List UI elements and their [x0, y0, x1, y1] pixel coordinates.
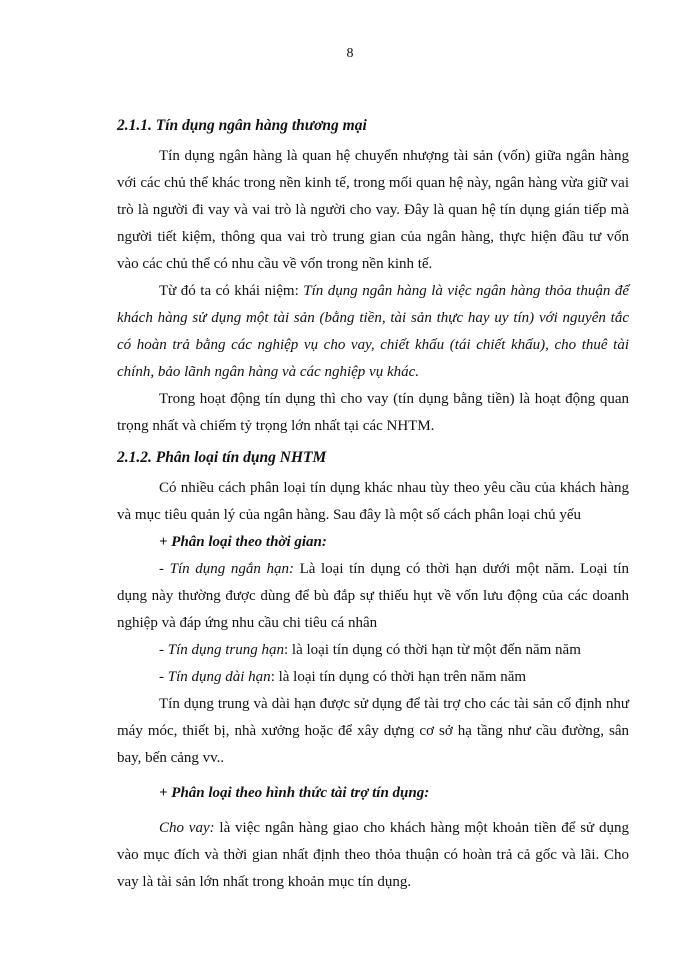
- item-short-term: [117, 556, 629, 637]
- item-long-term: [117, 664, 629, 691]
- item-dash: -: [159, 561, 170, 577]
- term-medium: Tín dụng trung hạn: [167, 642, 285, 658]
- desc-medium: : là loại tín dụng có thời hạn từ một đến năm năm: [284, 642, 581, 658]
- desc-long: : là loại tín dụng có thời hạn trên năm năm: [270, 669, 527, 685]
- definition-lead: Từ đó ta có khái niệm:: [159, 283, 304, 299]
- desc-short: Là loại tín dụng có thời hạn dưới một năm. Loại tín dụng này thường được dùng để bù đắp sự thiếu hụt về vốn lưu động của các doanh nghiệp và đáp ứng nhu cầu chi tiêu cá nhân: [117, 561, 629, 631]
- paragraph-medium-long-usage: Tín dụng trung và dài hạn được sử dụng để tài trợ cho các tài sản cố định như máy móc, thiết bị, nhà xưởng hoặc để xây dựng cơ sở hạ tầng như cầu đường, sân bay, bến cảng vv..: [117, 696, 629, 766]
- term-short: Tín dụng ngắn hạn:: [169, 561, 294, 577]
- subheading-by-time: + Phân loại theo thời gian:: [159, 534, 327, 550]
- subheading-by-form: + Phân loại theo hình thức tài trợ tín dụng:: [159, 785, 430, 801]
- paragraph-credit-definition: [117, 278, 629, 386]
- paragraph-classification-intro: Có nhiều cách phân loại tín dụng khác nhau tùy theo yêu cầu của khách hàng và mục tiêu quản lý của ngân hàng. Sau đây là một số cách phân loại chủ yếu: [117, 480, 629, 523]
- document-body: [117, 112, 629, 896]
- term-loan: Cho vay:: [159, 820, 215, 836]
- section-heading-2-1-1: 2.1.1. Tín dụng ngân hàng thương mại: [117, 117, 367, 134]
- page-number: 8: [346, 46, 354, 61]
- paragraph-loan: [117, 815, 629, 896]
- desc-loan: là việc ngân hàng giao cho khách hàng một khoản tiền để sử dụng vào mục đích và thời gian nhất định theo thỏa thuận có hoàn trả cả gốc và lãi. Cho vay là tài sản lớn nhất trong khoản mục tín dụng.: [117, 820, 629, 890]
- item-dash: -: [159, 669, 168, 685]
- definition-text: Tín dụng ngân hàng là việc ngân hàng thỏa thuận để khách hàng sử dụng một tài sản (bằng tiền, tài sản thực hay uy tín) với nguyên tắc có hoàn trả bằng các nghiệp vụ cho vay, chiết khấu (tái chiết khấu), cho thuê tài chính, bảo lãnh ngân hàng và các nghiệp vụ khác.: [117, 283, 629, 380]
- paragraph-credit-relationship: Tín dụng ngân hàng là quan hệ chuyển nhượng tài sản (vốn) giữa ngân hàng với các chủ thể khác trong nền kinh tế, trong mối quan hệ này, ngân hàng vừa giữ vai trò là người đi vay và vai trò là người cho vay. Đây là quan hệ tín dụng gián tiếp mà người tiết kiệm, thông qua vai trò trung gian của ngân hàng, thực hiện đầu tư vốn vào các chủ thể có nhu cầu về vốn trong nền kinh tế.: [117, 148, 629, 272]
- item-medium-term: [117, 637, 629, 664]
- term-long: Tín dụng dài hạn: [167, 669, 271, 685]
- item-dash: -: [159, 642, 168, 658]
- paragraph-lending-importance: Trong hoạt động tín dụng thì cho vay (tín dụng bằng tiền) là hoạt động quan trọng nhất và chiếm tỷ trọng lớn nhất tại các NHTM.: [117, 391, 629, 434]
- section-heading-2-1-2: 2.1.2. Phân loại tín dụng NHTM: [117, 449, 327, 466]
